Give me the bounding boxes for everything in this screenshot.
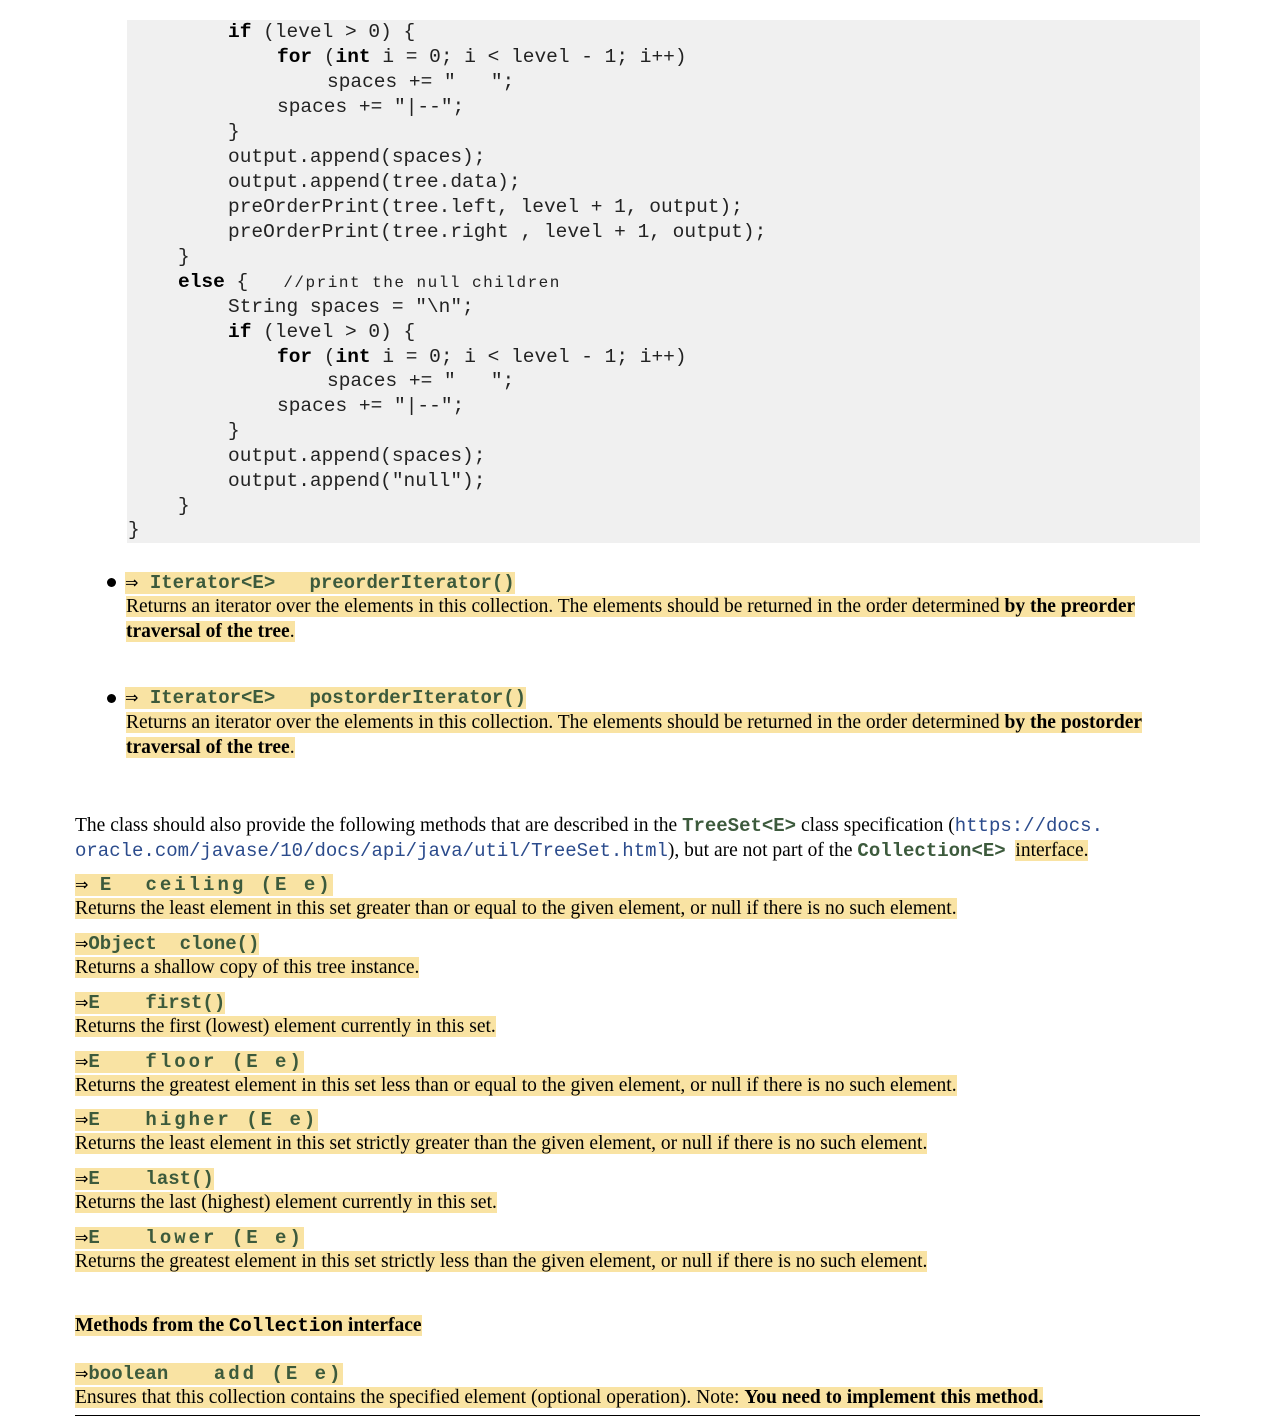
method-signature-floor: ⇒E floor (E e) — [75, 1051, 304, 1073]
implies-arrow-icon: ⇒ — [75, 1228, 89, 1247]
intro-paragraph: The class should also provide the following methods that are described in the TreeSet<E> class specification (https://docs. — [75, 815, 1103, 837]
code-line: output.append(spaces); — [228, 146, 486, 168]
implies-arrow-icon: ⇒ — [75, 1364, 89, 1383]
implies-arrow-icon: ⇒ — [125, 573, 139, 592]
method-signature-lower: ⇒E lower (E e) — [75, 1227, 304, 1249]
bullet-marker — [107, 578, 116, 587]
code-line: preOrderPrint(tree.left, level + 1, output); — [228, 196, 743, 218]
code-line: spaces += "|--"; — [277, 395, 465, 417]
method-signature-clone: ⇒Object clone() — [75, 933, 260, 955]
code-line: preOrderPrint(tree.right , level + 1, output); — [228, 221, 767, 243]
treeset-doc-link-cont[interactable]: oracle.com/javase/10/docs/api/java/util/TreeSet.html — [75, 840, 668, 862]
method-description: Returns an iterator over the elements in this collection. The elements should be returned in the order determined by the postorder traversal of the tree. — [126, 712, 1143, 758]
method-signature-higher: ⇒E higher (E e) — [75, 1109, 319, 1131]
method-description: Returns an iterator over the elements in this collection. The elements should be returned in the order determined by the preorder traversal of the tree. — [126, 596, 1136, 642]
section-heading: Methods from the Collection interface — [75, 1315, 422, 1337]
code-line: String spaces = "\n"; — [228, 296, 474, 318]
method-description: Returns the least element in this set strictly greater than the given element, or null if there is no such element. — [75, 1133, 928, 1154]
method-signature: ⇒ Iterator<E> postorderIterator() — [125, 687, 527, 709]
code-line: } — [128, 519, 140, 541]
method-signature-ceiling: ⇒ E ceiling (E e) — [75, 874, 333, 896]
method-description: Returns the greatest element in this set less than or equal to the given element, or null if there is no such element. — [75, 1075, 957, 1096]
code-line: for (int i = 0; i < level - 1; i++) — [277, 46, 687, 68]
implies-arrow-icon: ⇒ — [75, 875, 89, 894]
code-line: for (int i = 0; i < level - 1; i++) — [277, 346, 687, 368]
method-signature-last: ⇒E last() — [75, 1168, 214, 1190]
treeset-doc-link[interactable]: https://docs. — [954, 815, 1103, 837]
code-line: if (level > 0) { — [228, 21, 416, 43]
code-line: spaces += " "; — [327, 71, 515, 93]
code-line: } — [228, 420, 240, 442]
method-description: Returns the last (highest) element currently in this set. — [75, 1192, 497, 1213]
method-signature-first: ⇒E first() — [75, 992, 226, 1014]
method-signature-add: ⇒boolean add (E e) — [75, 1363, 344, 1385]
implies-arrow-icon: ⇒ — [75, 1052, 89, 1071]
code-line: } — [178, 246, 190, 268]
intro-paragraph-line2: oracle.com/javase/10/docs/api/java/util/TreeSet.html), but are not part of the Collection<E> interface. — [75, 840, 1089, 862]
implies-arrow-icon: ⇒ — [75, 1110, 89, 1129]
code-line: output.append("null"); — [228, 470, 486, 492]
implies-arrow-icon: ⇒ — [75, 1169, 89, 1188]
implies-arrow-icon: ⇒ — [75, 993, 89, 1012]
method-description: Returns the greatest element in this set strictly less than the given element, or null if there is no such element. — [75, 1251, 928, 1272]
implies-arrow-icon: ⇒ — [75, 934, 89, 953]
method-description: Ensures that this collection contains the specified element (optional operation). Note: You need to implement this method. — [75, 1387, 1044, 1408]
code-line: if (level > 0) { — [228, 321, 416, 343]
method-description: Returns the first (lowest) element currently in this set. — [75, 1016, 496, 1037]
method-signature: ⇒ Iterator<E> preorderIterator() — [125, 572, 515, 594]
code-line: output.append(spaces); — [228, 445, 486, 467]
divider — [75, 1415, 1200, 1416]
method-description: Returns a shallow copy of this tree instance. — [75, 957, 420, 978]
code-line: } — [178, 495, 190, 517]
code-line: else { //print the null children — [178, 271, 561, 293]
method-description: Returns the least element in this set greater than or equal to the given element, or null if there is no such element. — [75, 898, 957, 919]
code-line: spaces += "|--"; — [277, 96, 465, 118]
code-line: spaces += " "; — [327, 370, 515, 392]
code-line: output.append(tree.data); — [228, 171, 521, 193]
bullet-marker — [107, 694, 116, 703]
code-line: } — [228, 121, 240, 143]
implies-arrow-icon: ⇒ — [125, 688, 139, 707]
